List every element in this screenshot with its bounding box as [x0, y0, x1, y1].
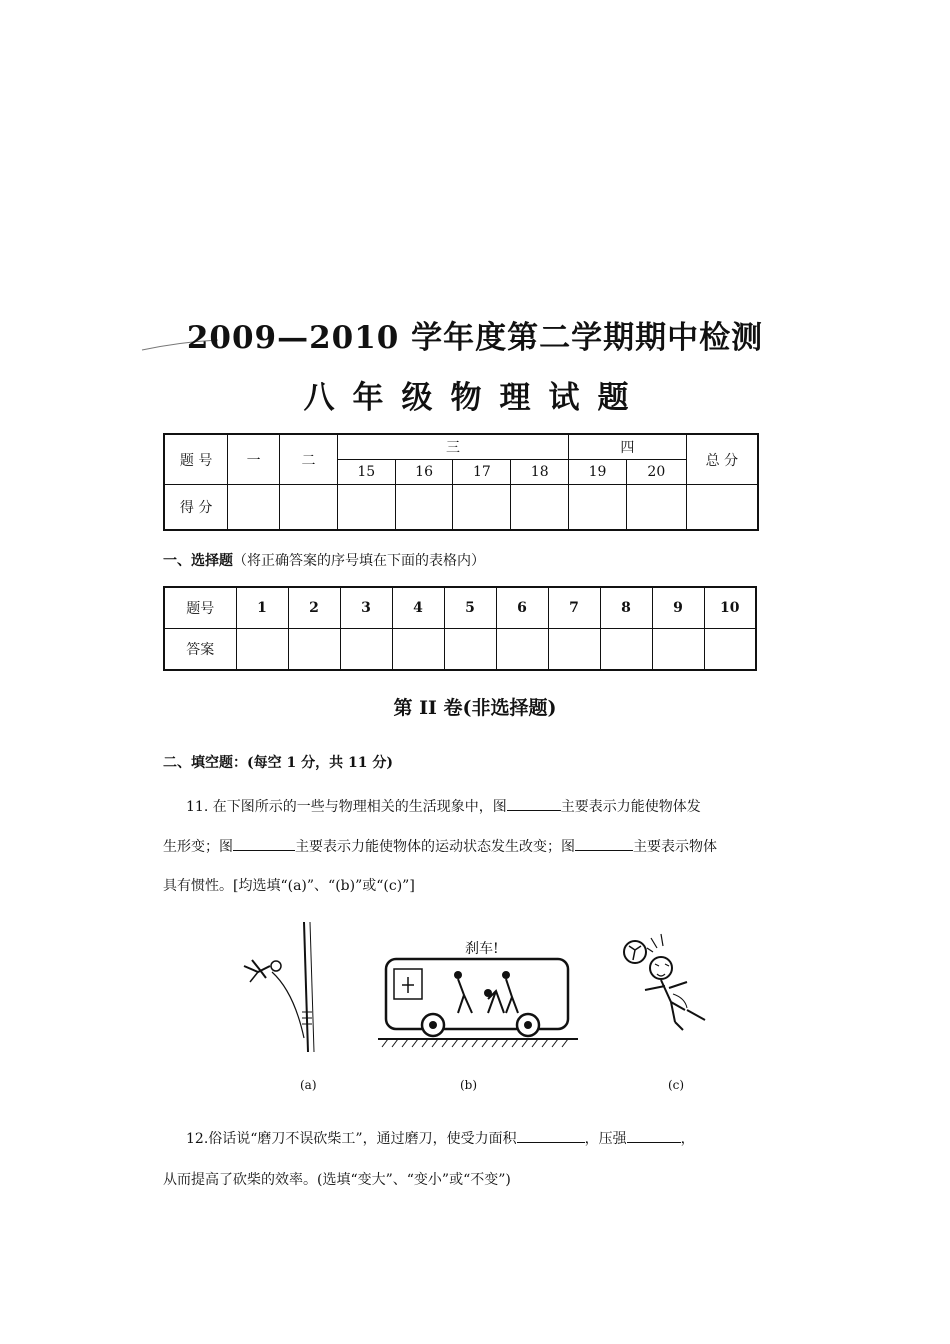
q12-text: 12.俗话说“磨刀不误砍柴工”，通过磨刀，使受力面积	[186, 1131, 517, 1147]
score-table	[163, 433, 759, 531]
answer-table	[163, 586, 757, 671]
score-cell[interactable]	[453, 485, 511, 531]
answer-num: 3	[340, 587, 392, 629]
score-col-2: 二	[280, 434, 338, 485]
q12-blank-a[interactable]	[517, 1128, 585, 1143]
answer-cell[interactable]	[236, 629, 288, 671]
figure-b-caption: (b)	[460, 1078, 478, 1092]
score-cell[interactable]	[395, 485, 453, 531]
section1-heading	[163, 550, 485, 570]
q12-text: ，	[680, 1131, 695, 1147]
score-sub-20: 20	[626, 460, 686, 485]
answer-cell[interactable]	[340, 629, 392, 671]
q11-line1	[186, 796, 701, 817]
q11-text: 主要表示力能使物体的运动状态发生改变；图	[295, 839, 575, 855]
q11-line2	[163, 836, 717, 857]
figure-b-label: 刹车!	[465, 941, 499, 957]
answer-num: 1	[236, 587, 288, 629]
figure-c-caption: (c)	[668, 1078, 685, 1092]
q11-blank-c[interactable]	[575, 836, 633, 851]
answer-num: 6	[496, 587, 548, 629]
answer-num: 9	[652, 587, 704, 629]
figure-b-illustration	[378, 955, 578, 1055]
answer-cell[interactable]	[548, 629, 600, 671]
exam-subtitle: 八年级物理试题	[303, 380, 647, 416]
answer-cell[interactable]	[600, 629, 652, 671]
figure-a-caption: (a)	[300, 1078, 317, 1092]
score-sub-16: 16	[395, 460, 453, 485]
q11-text: 主要表示力能使物体发	[560, 799, 701, 815]
q12-line2: 从而提高了砍柴的效率。(选填“变大”、“变小”或“不变”)	[163, 1172, 511, 1188]
answer-cell[interactable]	[496, 629, 548, 671]
answer-num: 2	[288, 587, 340, 629]
score-cell[interactable]	[337, 485, 395, 531]
answer-cell[interactable]	[444, 629, 496, 671]
answer-num: 4	[392, 587, 444, 629]
answer-cell[interactable]	[392, 629, 444, 671]
score-sub-19: 19	[569, 460, 627, 485]
answer-cell[interactable]	[652, 629, 704, 671]
q12-text: ，压强	[584, 1131, 627, 1147]
score-cell[interactable]	[280, 485, 338, 531]
q11-text: 生形变；图	[163, 839, 233, 855]
score-sub-17: 17	[453, 460, 511, 485]
section1-note: （将正确答案的序号填在下面的表格内）	[233, 553, 485, 569]
q11-text: 主要表示物体	[633, 839, 717, 855]
answer-num: 5	[444, 587, 496, 629]
volume2-heading: 第 II 卷(非选择题)	[393, 697, 557, 719]
q12-line1	[186, 1128, 695, 1149]
score-col-4: 四	[569, 434, 687, 460]
score-sub-15: 15	[337, 460, 395, 485]
section2-heading: 二、填空题：(每空 1 分，共 11 分)	[163, 755, 393, 771]
answer-cell[interactable]	[704, 629, 756, 671]
score-cell[interactable]	[626, 485, 686, 531]
exam-title: 2009—2010 学年度第二学期期中检测	[186, 320, 764, 356]
score-row-label: 得 分	[164, 485, 228, 531]
score-cell[interactable]	[686, 485, 758, 531]
answer-num: 10	[704, 587, 756, 629]
answer-cell[interactable]	[288, 629, 340, 671]
answer-row-label: 答案	[164, 629, 236, 671]
score-cell[interactable]	[569, 485, 627, 531]
score-col-total: 总 分	[686, 434, 758, 485]
q11-line3: 具有惯性。[均选填“(a)”、“(b)”或“(c)”]	[163, 878, 415, 894]
score-cell[interactable]	[511, 485, 569, 531]
q11-blank-a[interactable]	[507, 796, 561, 811]
score-col-1: 一	[228, 434, 280, 485]
answer-header-label: 题号	[164, 587, 236, 629]
score-col-3: 三	[337, 434, 568, 460]
q11-blank-b[interactable]	[233, 836, 295, 851]
score-cell[interactable]	[228, 485, 280, 531]
answer-num: 8	[600, 587, 652, 629]
figure-c-illustration	[615, 930, 725, 1040]
score-header-label: 题 号	[164, 434, 228, 485]
figure-a-illustration	[230, 912, 340, 1062]
q12-blank-b[interactable]	[627, 1128, 681, 1143]
section1-title: 一、选择题	[163, 553, 233, 569]
q11-text: 11. 在下图所示的一些与物理相关的生活现象中，图	[186, 799, 507, 815]
score-sub-18: 18	[511, 460, 569, 485]
answer-num: 7	[548, 587, 600, 629]
